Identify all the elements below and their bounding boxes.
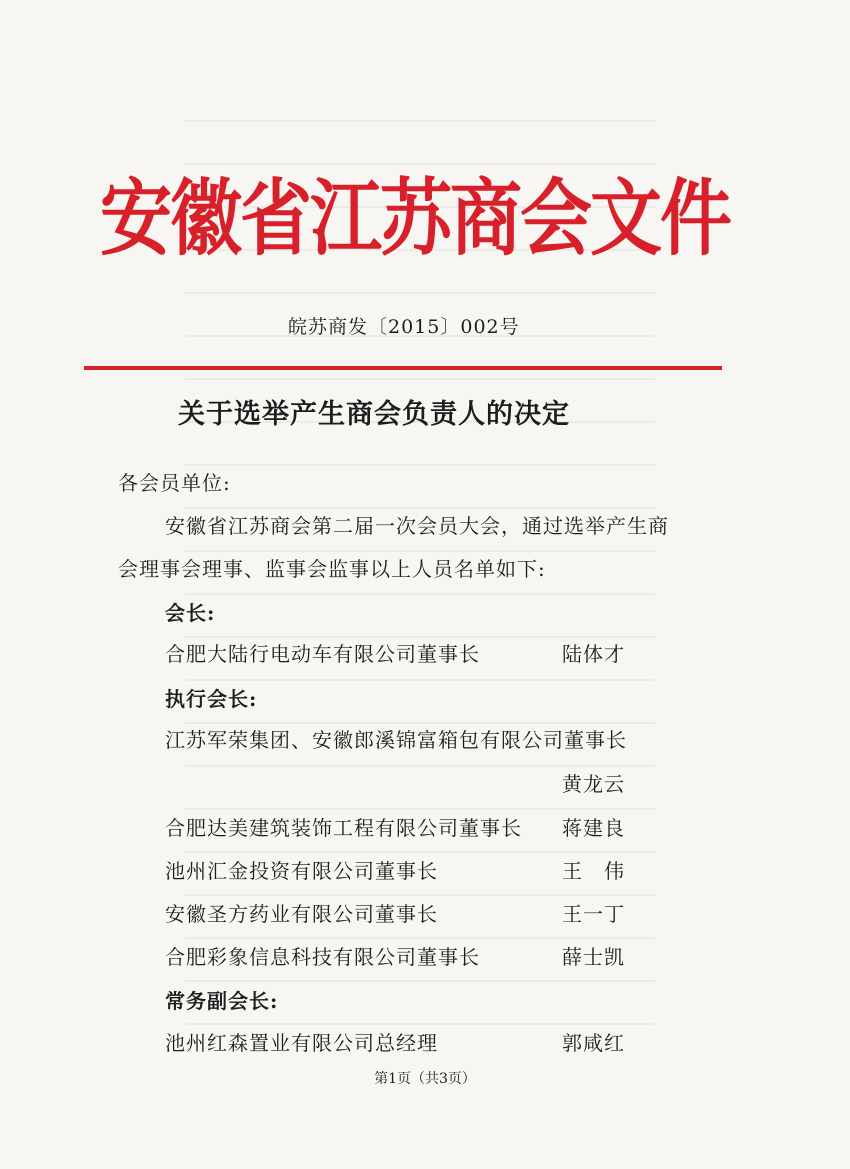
salutation: 各会员单位: [118, 471, 231, 495]
member-org: 合肥大陆行电动车有限公司董事长 [165, 642, 480, 666]
member-name: 薛士凯 [562, 945, 625, 969]
member-org: 安徽圣方药业有限公司董事长 [165, 902, 438, 926]
intro-line-1: 安徽省江苏商会第二届一次会员大会，通过选举产生商 [165, 514, 669, 538]
member-name: 黄龙云 [562, 772, 625, 796]
member-org: 合肥彩象信息科技有限公司董事长 [165, 945, 480, 969]
member-org: 池州红森置业有限公司总经理 [165, 1031, 438, 1055]
member-name: 郭咸红 [562, 1031, 625, 1055]
member-name: 王一丁 [562, 902, 625, 926]
document-number: 皖苏商发〔2015〕002号 [288, 316, 520, 338]
member-name: 王 伟 [562, 859, 625, 883]
intro-line-2: 会理事会理事、监事会监事以上人员名单如下: [118, 557, 546, 581]
red-divider [84, 366, 722, 370]
member-name: 陆体才 [562, 642, 625, 666]
member-name: 蒋建良 [562, 816, 625, 840]
document-title: 关于选举产生商会负责人的决定 [178, 399, 570, 430]
org-masthead: 安徽省江苏商会文件 [100, 168, 731, 267]
role-heading-executive-president: 执行会长: [165, 687, 258, 711]
member-org: 合肥达美建筑装饰工程有限公司董事长 [165, 816, 522, 840]
member-org: 江苏军荣集团、安徽郎溪锦富箱包有限公司董事长 [165, 728, 627, 752]
page-footer: 第1页（共3页） [374, 1071, 476, 1087]
member-org: 池州汇金投资有限公司董事长 [165, 859, 438, 883]
role-heading-president: 会长: [165, 601, 216, 625]
role-heading-standing-vice-president: 常务副会长: [165, 989, 279, 1013]
